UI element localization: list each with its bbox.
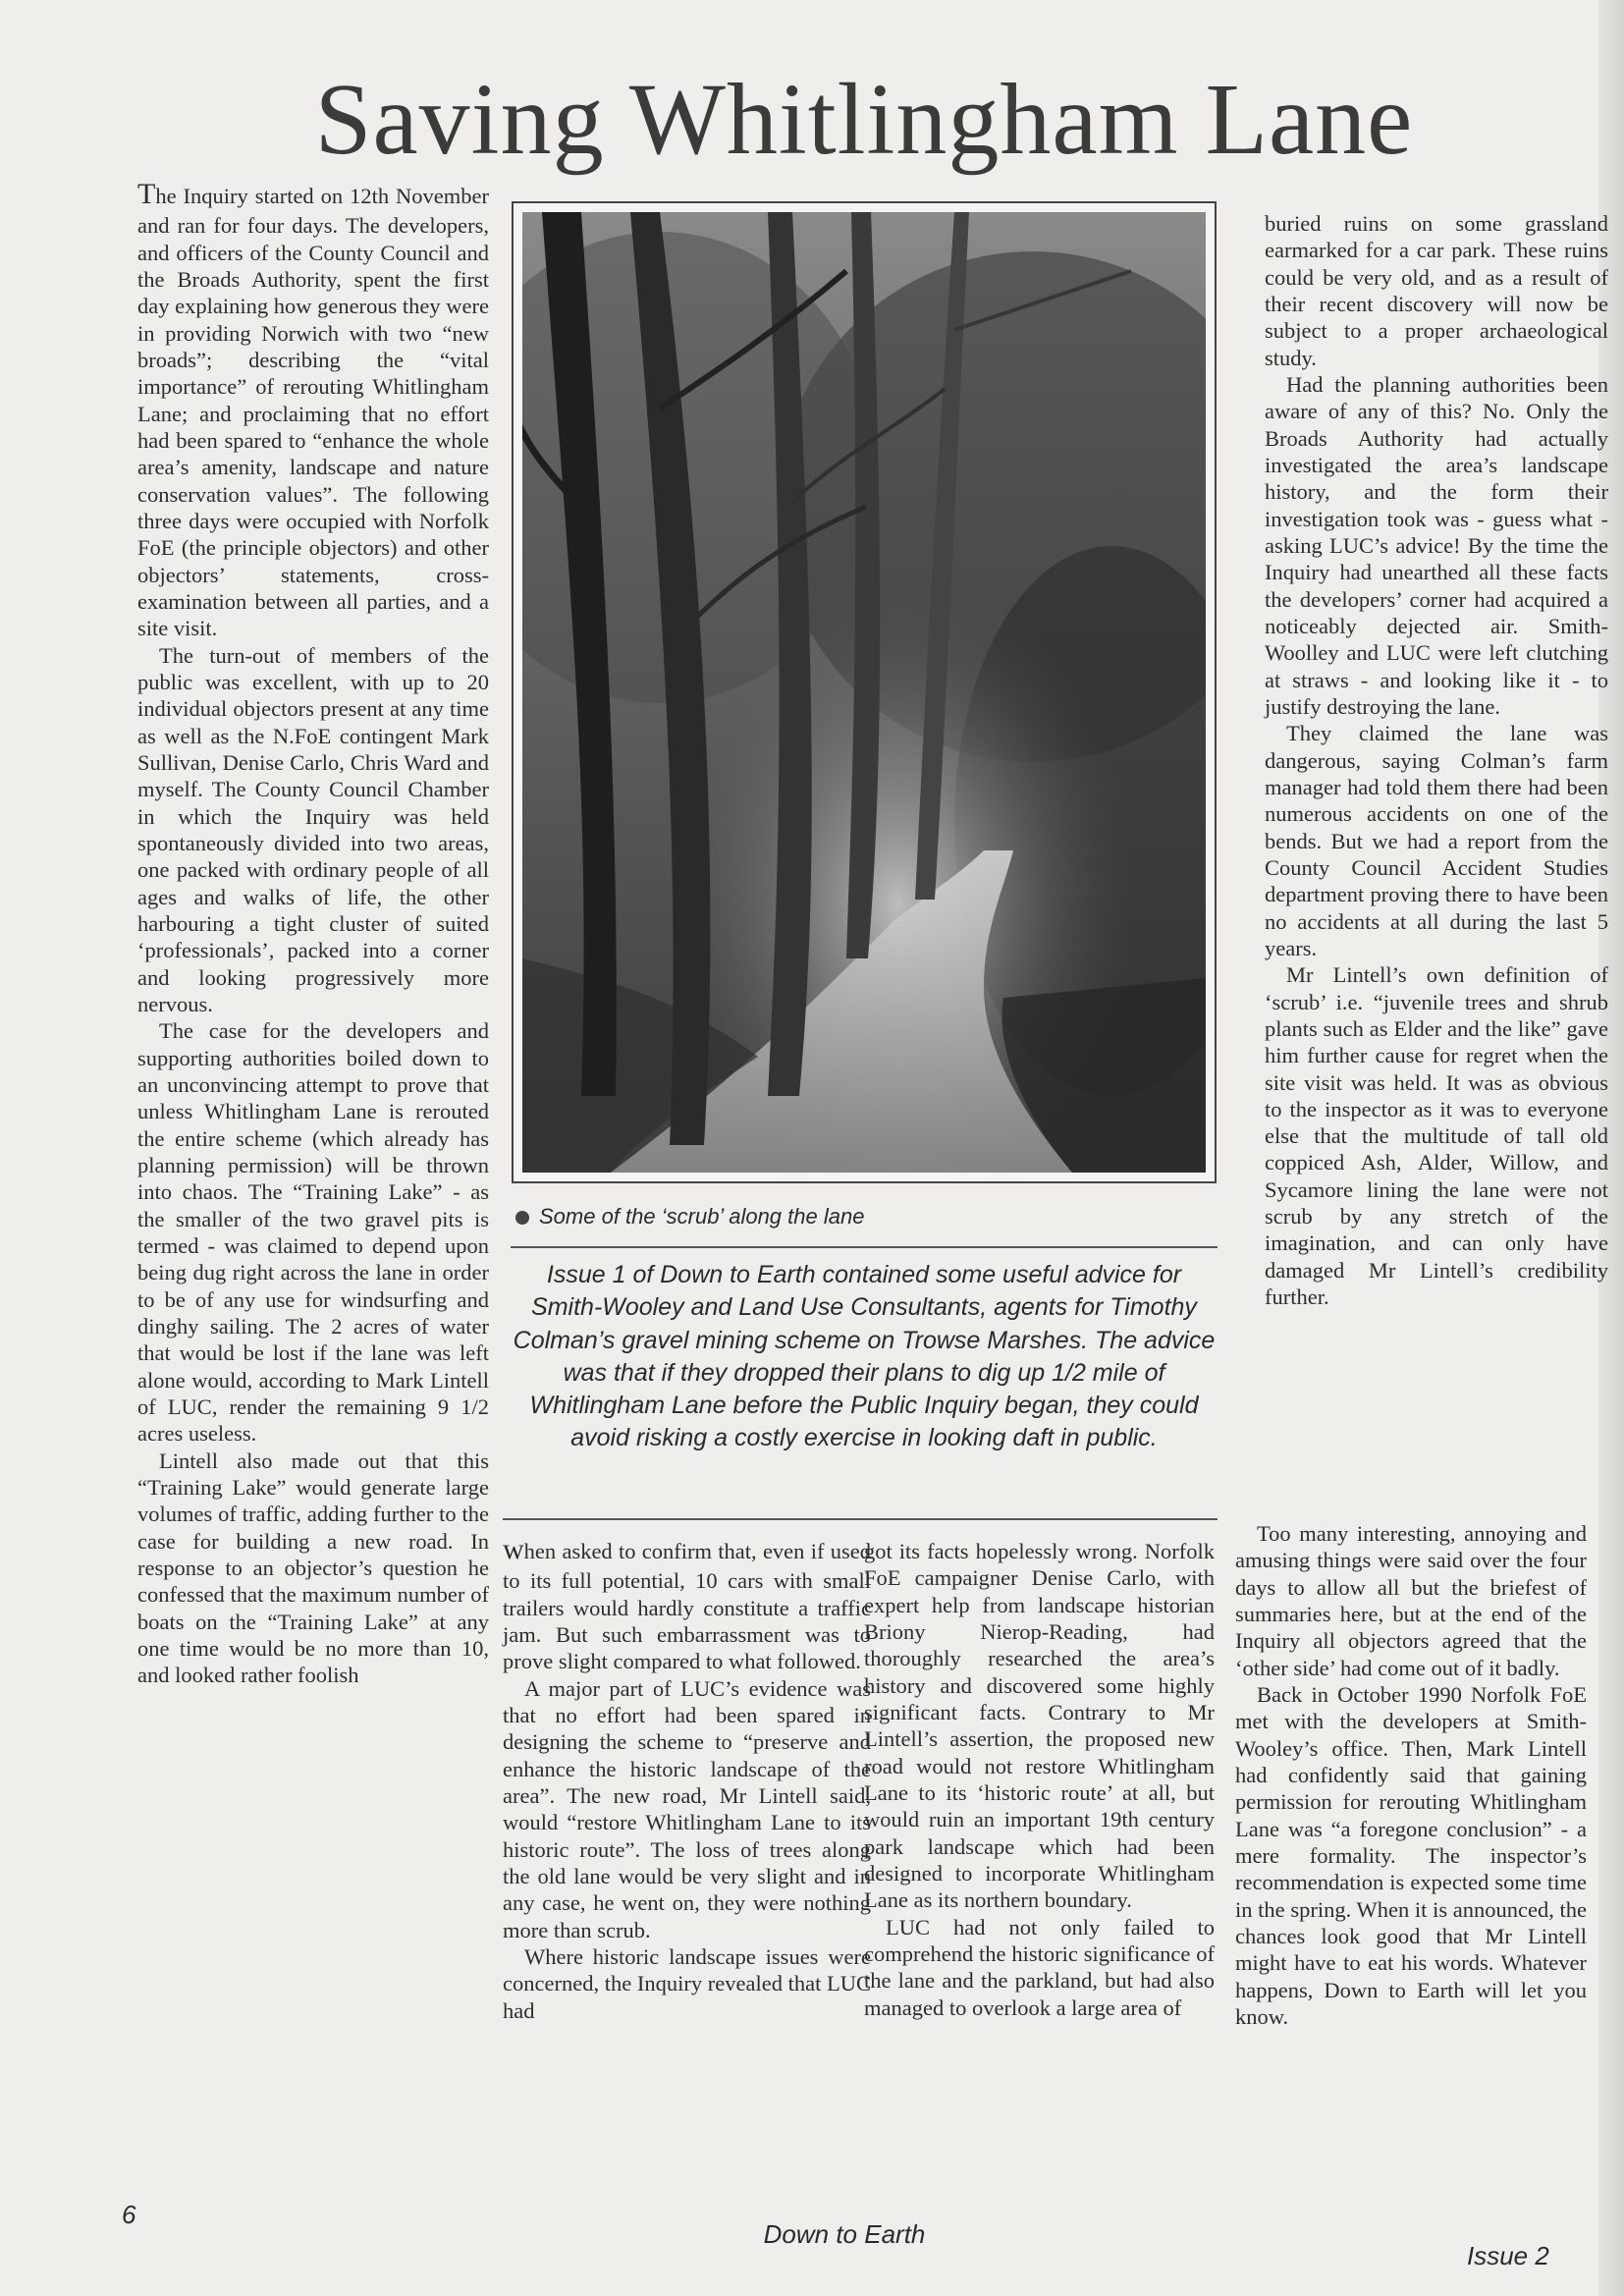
- page-number: 6: [122, 2200, 136, 2229]
- paragraph: got its facts hopelessly wrong. Norfolk FoE campaigner Denise Carlo, with expert help from landscape historian Briony Nierop-Reading, had thoroughly researched the area’s history and discovered some highly significant facts. Contrary to Mr Lintell’s assertion, the proposed new road would not restore Whitlingham Lane to its ‘historic route’ at all, but would ruin an important 19th century park landscape which had been designed to incorporate Whitlingham Lane as its northern boundary.: [864, 1539, 1215, 1913]
- paragraph: Lintell also made out that this “Training Lake” would generate large volumes of traffic, adding further to the case for building a new road. In response to an objector’s question he confessed that the maximum number of boats on the “Training Lake” at any one time would be no more than 10, and looked rather foolish: [137, 1448, 489, 1688]
- paragraph: They claimed the lane was dangerous, saying Colman’s farm manager had told them there had been numerous accidents on one of the bends. But we had a report from the County Council Accident Studies department proving there to have been no accidents at all during the last 5 years.: [1265, 721, 1608, 960]
- article-column-2: [503, 1532, 871, 2024]
- paragraph: Had the planning authorities been aware of any of this? No. Only the Broads Authority had actually investigated the area’s landscape history, and the form their investigation took was - guess what - asking LUC’s advice! By the time the Inquiry had unearthed all these facts the developers’ corner had acquired a noticeably dejected air. Smith-Woolley and LUC were left clutching at straws - and looking like it - to justify destroying the lane.: [1265, 371, 1608, 719]
- photo-caption: [514, 1204, 1201, 1235]
- article-column-4: [1265, 210, 1608, 1310]
- paragraph: buried ruins on some grassland earmarked for a car park. These ruins could be very old, and as a result of their recent discovery will now be subject to a proper archaeological study.: [1265, 211, 1608, 370]
- paragraph: when asked to confirm that, even if used to its full potential, 10 cars with small trailers would hardly constitute a traffic jam. But such embarrassment was to prove slight compared to what followed.: [503, 1533, 871, 1674]
- article-column-4-continued: [1235, 1520, 1587, 2030]
- paragraph: The turn-out of members of the public was excellent, with up to 20 individual objectors present at any time as well as the N.FoE contingent Mark Sullivan, Denise Carlo, Chris Ward and myself. The County Council Chamber in which the Inquiry was held spontaneously divided into two areas, one packed with ordinary people of all ages and walks of life, the other harbouring a tight cluster of suited ‘professionals’, packed into a corner and looking progressively more nervous.: [137, 642, 489, 1016]
- lane-photo: [512, 201, 1217, 1183]
- paragraph: Back in October 1990 Norfolk FoE met with the developers at Smith-Wooley’s office. Then, Mark Lintell had confidently said that gaining permission for rerouting Whitlingham Lane was “a foregone conclusion” - a mere formality. The inspector’s recommendation is expected some time in the spring. When it is announced, the chances look good that Mr Lintell might have to eat his words. Whatever happens, Down to Earth will let you know.: [1235, 1681, 1587, 2029]
- photo-caption-text: Some of the ‘scrub’ along the lane: [539, 1204, 865, 1229]
- bullet-icon: [515, 1211, 529, 1225]
- publication-name: Down to Earth: [763, 2219, 926, 2249]
- tree-lined-lane-image: [522, 212, 1206, 1173]
- paragraph: LUC had not only failed to comprehend the historic significance of the lane and the parkland, but had also managed to overlook a large area of: [864, 1914, 1215, 2020]
- issue-label: Issue 2: [1467, 2241, 1549, 2270]
- paragraph: Mr Lintell’s own definition of ‘scrub’ i.e. “juvenile trees and shrub plants such as Elder and the like” gave him further cause for regret when the site visit was held. It was as obvious to the inspector as it was to everyone else that the multitude of tall old coppiced Ash, Alder, Willow, and Sycamore lining the lane were not scrub by any stretch of the imagination, and can only have damaged Mr Lintell’s credibility further.: [1265, 962, 1608, 1310]
- article-title: Saving Whitlingham Lane: [314, 63, 1414, 176]
- paragraph: The case for the developers and supporting authorities boiled down to an unconvincing attempt to prove that unless Whitlingham Lane is rerouted the entire scheme (which already has planning permission) will be thrown into chaos. The “Training Lake” - as the smaller of the two gravel pits is termed - was claimed to depend upon being dug right across the lane in order to be of any use for windsurfing and dinghy sailing. The 2 acres of water that would be lost if the lane was left alone would, according to Mark Lintell of LUC, render the remaining 9 1/2 acres useless.: [137, 1018, 489, 1447]
- pull-quote: Issue 1 of Down to Earth contained some useful advice for Smith-Wooley and Land Use Consultants, agents for Timothy Colman’s gravel mining scheme on Trowse Marshes. The advice was that if they dropped their plans to dig up 1/2 mile of Whitlingham Lane before the Public Inquiry began, they could avoid risking a costly exercise in looking daft in public.: [513, 1261, 1216, 1452]
- article-column-3: [864, 1538, 1215, 2021]
- callout-top-rule: [511, 1246, 1218, 1248]
- paragraph: A major part of LUC’s evidence was that no effort had been spared in designing the scheme to “preserve and enhance the historic landscape of the area”. The new road, Mr Lintell said, would “restore Whitlingham Lane to its historic route”. The loss of trees along the old lane would be very slight and in any case, he went on, they were nothing more than scrub.: [503, 1675, 871, 1942]
- article-column-1: [137, 177, 489, 1688]
- paragraph: Too many interesting, annoying and amusing things were said over the four days to allow all but the briefest of summaries here, but at the end of the Inquiry all objectors agreed that the ‘other side’ had come out of it badly.: [1235, 1521, 1587, 1680]
- paragraph: Where historic landscape issues were concerned, the Inquiry revealed that LUC had: [503, 1944, 871, 2023]
- paragraph: The Inquiry started on 12th November and ran for four days. The developers, and officers of the County Council and the Broads Authority, spent the first day explaining how generous they were in providing Norwich with two “new broads”; describing the “vital importance” of rerouting Whitlingham Lane; and proclaiming that no effort had been spared to “enhance the whole area’s amenity, landscape and nature conservation values”. The following three days were occupied with Norfolk FoE (the principle objectors) and other objectors’ statements, cross-examination between all parties, and a site visit.: [137, 178, 490, 641]
- callout-bottom-rule: [503, 1518, 1218, 1520]
